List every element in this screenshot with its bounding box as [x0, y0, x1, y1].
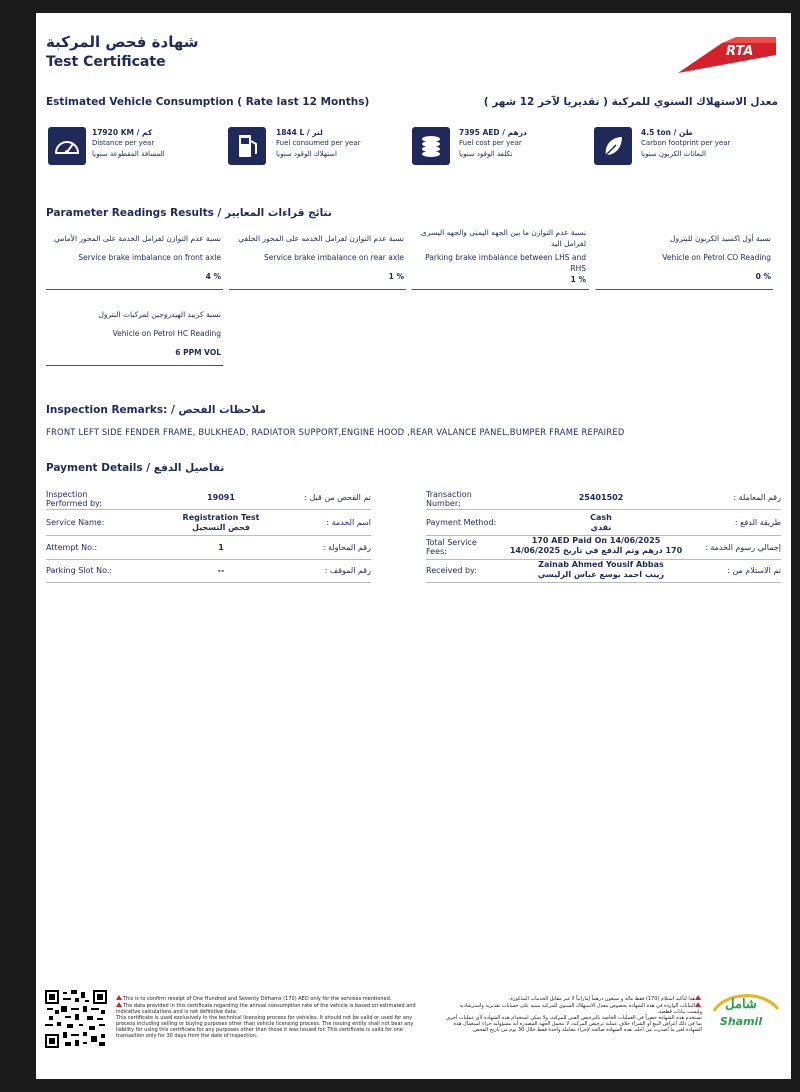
tile-carbon — [641, 127, 730, 160]
tile-distance-label-ar: المسافة المقطوعة سنويا — [92, 150, 165, 158]
param-hc-reading-value: 6 PPM VOL — [175, 348, 221, 357]
received-by-label-ar: تم الاستلام من : — [727, 566, 781, 575]
warning-icon — [116, 1002, 122, 1007]
param-co-reading-value: 0 % — [755, 272, 771, 281]
qr-code — [45, 990, 107, 1048]
attempt-value: 1 — [218, 543, 224, 552]
param-parking-brake — [412, 227, 586, 285]
consumption-title-ar: معدل الاستهلاك السنوي للمركبة ( تقديريا لآخر 12 شهر ) — [483, 96, 778, 108]
payment-method-value-ar: نقدي — [590, 523, 612, 532]
param-rear-axle — [229, 233, 404, 282]
transaction-label: Transaction Number: — [426, 490, 472, 508]
tile-carbon-label-ar: البعاثات الكربون سنويا — [641, 150, 707, 158]
performed-by-label-ar: تم الفحص من قبل : — [304, 493, 371, 502]
param-co-reading-ar: نسبة أول اكسيد الكربون للبترول — [670, 234, 771, 243]
payment-method-label-ar: طريقة الدفع : — [734, 518, 781, 527]
title-english: Test Certificate — [46, 54, 166, 70]
service-name-label-ar: اسم الخدمة : — [326, 518, 371, 527]
total-fees-value-ar: 170 درهم وتم الدفع في تاريخ 14/06/2025 — [509, 546, 683, 555]
total-fees-value: 170 AED Paid On 14/06/2025 — [531, 536, 661, 545]
tile-cost — [459, 127, 527, 160]
param-front-axle — [46, 233, 221, 282]
shamil-logo-en: Shamil — [719, 1015, 763, 1028]
footer-ar-line-3: تستخدم هذه الشهادة حصراً في العمليات الخاصة بالترخيص الفني للمركبة، ولا يمكن استخدام هذه الشهادة لأي عمليات أخرى بما في ذلك أغراض البيع أو الشراء خلاف عملية ترخيص المركبة، لا تتحمل الجهة المصدرة أية مسؤولية جراء استعمال هذه الشهادة لغير ما أصدرت من أجله، هذه الشهادة صالحة لإجراء معاملة واحدة فقط خلال 30 يوم من تاريخ الفحص. — [446, 1015, 702, 1033]
received-by-label: Received by: — [426, 566, 477, 575]
footer-english — [116, 995, 421, 1039]
service-name-label: Service Name: — [46, 518, 105, 527]
received-by-value-ar: زينب احمد يوسع عباس الرليسي — [537, 570, 665, 579]
param-front-axle-en: Service brake imbalance on front axle — [78, 253, 221, 262]
tile-distance — [92, 127, 165, 160]
tile-distance-label-en: Distance per year — [92, 139, 155, 147]
warning-icon — [695, 995, 701, 1000]
param-hc-reading-en: Vehicle on Petrol HC Reading — [112, 329, 221, 338]
tile-fuel — [276, 127, 360, 160]
remarks-title: Inspection Remarks: / ملاحظات الفحص — [46, 404, 266, 416]
title-arabic: شهادة فحص المركبة — [46, 33, 199, 51]
total-fees-label-ar: إجمالي رسوم الخدمة : — [705, 543, 781, 552]
param-parking-brake-en: Parking brake imbalance between LHS and RHS — [425, 253, 586, 273]
leaf-icon — [594, 127, 632, 165]
tile-distance-value: 17920 KM / كم — [92, 128, 153, 137]
transaction-label-ar: رقم المعاملة : — [733, 493, 781, 502]
param-hc-reading — [46, 309, 221, 358]
param-rear-axle-ar: نسبة عدم التوازن لفرامل الخدمه على المحور الخلفي — [238, 234, 404, 243]
footer-ar-line-2: البيانات الواردة في هذه الشهادة بخصوص معدل الاستهلاك السنوي للمركبة مبنية على حسابات تقديرية واسترشادية وليست بيانات قطعية. — [459, 1003, 702, 1015]
payment-method-value: Cash — [590, 513, 612, 522]
parameters-title: Parameter Readings Results / نتائج قراءات المعايير — [46, 207, 332, 219]
footer-arabic — [444, 995, 702, 1033]
coins-icon — [412, 127, 450, 165]
shamil-logo-ar: شامل — [725, 997, 757, 1012]
param-parking-brake-value: 1 % — [570, 275, 586, 284]
footer-ar-line-1: هذا لتأكيد استلام (170) فقط مائة و سبعون درهماً إماراتياً لا غير مقابل الخدمات المذكورة. — [508, 996, 695, 1002]
tile-fuel-value: 1844 L / لتر — [276, 128, 323, 137]
consumption-title-en: Estimated Vehicle Consumption ( Rate last 12 Months) — [46, 96, 370, 108]
total-fees-label: Total Service Fees: — [426, 538, 477, 556]
param-front-axle-value: 4 % — [205, 272, 221, 281]
tile-fuel-label-ar: استهلاك الوقود سنويا — [276, 150, 337, 158]
footer-en-line-1: This is to confirm receipt of One Hundred and Seventy Dirhams (170) AED only for the services mentioned. — [123, 996, 392, 1002]
attempt-label-ar: رقم المحاولة : — [322, 543, 371, 552]
param-co-reading-en: Vehicle on Petrol CO Reading — [662, 253, 771, 262]
param-hc-reading-ar: نسبة كربيد الهيدروجين لمركبات البترول — [98, 310, 221, 319]
parking-slot-label-ar: رقم الموقف : — [324, 566, 371, 575]
attempt-label: Attempt No.: — [46, 543, 98, 552]
tile-fuel-label-en: Fuel consumed per year — [276, 139, 361, 147]
speedometer-icon — [48, 127, 86, 165]
performed-by-label: Inspection Performed by: — [46, 490, 102, 508]
param-front-axle-ar: نسبة عدم التوازن لفرامل الخدمة على المحور الأمامي — [54, 234, 221, 243]
payment-title: Payment Details / تفاصيل الدفع — [46, 462, 225, 474]
certificate-page — [36, 13, 791, 1079]
param-rear-axle-value: 1 % — [388, 272, 404, 281]
service-name-value-ar: فحص التسجيل — [191, 523, 251, 532]
received-by-value: Zainab Ahmed Yousif Abbas — [538, 560, 664, 569]
footer-en-line-3: This certificate is used exclusively in the technical licensing process for vehicles. It should not be valid or used for any process including selling or buying purposes other than vehicle licensing process. The issuing entity shall not bear any liability for using this certificate for any purposes other than those it was issued for. This certificate is valid for one transaction only for 30 days from the date of inspection. — [116, 1015, 414, 1039]
tile-cost-label-ar: تكلفة الوقود سنويا — [459, 150, 513, 158]
transaction-value: 25401502 — [578, 493, 624, 502]
tile-carbon-label-en: Carbon footprint per year — [641, 139, 731, 147]
rta-logo — [676, 35, 784, 75]
tile-cost-label-en: Fuel cost per year — [459, 139, 522, 147]
warning-icon — [695, 1002, 701, 1007]
rta-logo-text: RTA — [726, 44, 754, 59]
performed-by-value: 19091 — [207, 493, 235, 502]
service-name-value: Registration Test — [182, 513, 260, 522]
footer-en-line-2: The data provided in this certificate regarding the annual consumption rate of the vehicle is based on estimated and indicative calculations and is not definitive data. — [116, 1003, 416, 1015]
warning-icon — [116, 995, 122, 1000]
param-rear-axle-en: Service brake imbalance on rear axle — [264, 253, 404, 262]
parking-slot-label: Parking Slot No.: — [46, 566, 113, 575]
shamil-logo — [710, 991, 782, 1041]
tile-carbon-value: 4.5 ton / طن — [641, 128, 693, 137]
fuel-pump-icon — [228, 127, 266, 165]
parking-slot-value: -- — [217, 566, 225, 575]
tile-cost-value: 7395 AED / درهم — [459, 128, 527, 137]
param-co-reading — [596, 233, 771, 282]
param-parking-brake-ar: نسبة عدم التوازن ما بين الجهه اليمنى والجهه اليسرى لفرامل اليد — [420, 228, 586, 248]
remarks-text: FRONT LEFT SIDE FENDER FRAME, BULKHEAD, RADIATOR SUPPORT,ENGINE HOOD ,REAR VALANCE PANEL,BUMPER FRAME REPAIRED — [46, 427, 625, 437]
payment-method-label: Payment Method: — [426, 518, 497, 527]
